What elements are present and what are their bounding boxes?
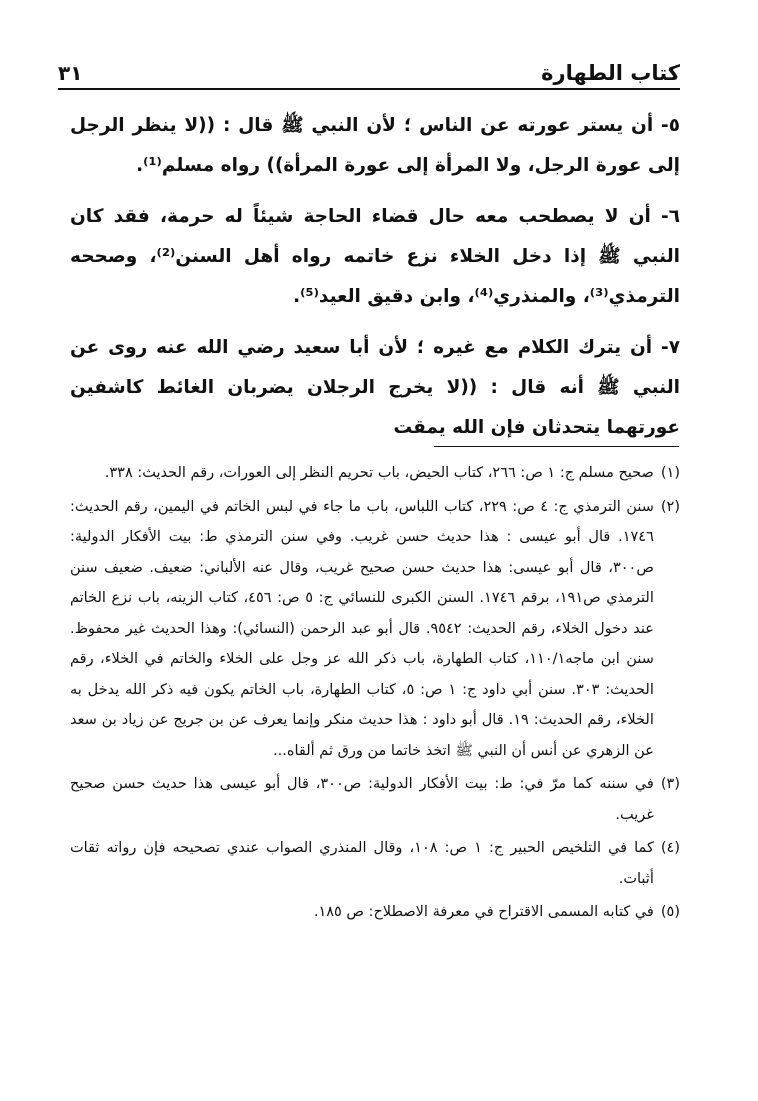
footnote-5 <box>70 897 680 928</box>
footnote-text: صحيح مسلم ج: ١ ص: ٢٦٦، كتاب الحيض، باب تحريم النظر إلى العورات، رقم الحديث: ٣٣٨. <box>104 465 654 481</box>
footnote-number: (١) <box>660 465 680 481</box>
footnote-number: (٢) <box>660 498 680 515</box>
footnote-separator <box>434 446 679 447</box>
footnote-number: (٤) <box>660 840 680 856</box>
footnote-4 <box>70 833 680 894</box>
footnote-1 <box>70 458 680 489</box>
footnote-text: في كتابه المسمى الاقتراح في معرفة الاصطلاح: ص ١٨٥. <box>313 904 654 920</box>
footnote-number: (٣) <box>660 776 680 792</box>
footnote-text: كما في التلخيص الحبير ج: ١ ص: ١٠٨، وقال المنذري الصواب عندي تصحيحه فإن رواته ثقات أثبات. <box>70 840 654 887</box>
footnotes <box>70 458 680 931</box>
page-number: ٣١ <box>58 61 83 85</box>
main-text <box>70 106 680 459</box>
footnote-text: في سننه كما مرّ في: ط: بيت الأفكار الدولية: ص٣٠٠، قال أبو عيسى هذا حديث حسن صحيح غريب. <box>70 776 654 823</box>
running-header <box>58 58 680 90</box>
paragraph-item-7: ٧- أن يترك الكلام مع غيره ؛ لأن أبا سعيد رضي الله عنه روى عن النبي ﷺ أنه قال : ((لا يخرج الرجلان يضربان الغائط كاشفين عورتهما يتحدثان فإن الله يمقت <box>70 337 680 438</box>
footnote-3 <box>70 769 680 830</box>
footnote-number: (٥) <box>660 904 680 920</box>
footnote-2 <box>70 492 680 767</box>
paragraph-item-5: ٥- أن يستر عورته عن الناس ؛ لأن النبي ﷺ قال : ((لا ينظر الرجل إلى عورة الرجل، ولا المرأة إلى عورة المرأة)) رواه مسلم⁽¹⁾. <box>70 115 680 176</box>
footnote-text: سنن الترمذي ج: ٤ ص: ٢٢٩، كتاب اللباس، باب ما جاء في لبس الخاتم في اليمين، رقم الحديث: ١٧٤٦. قال أبو عيسى : هذا حديث حسن غريب. وفي سنن الترمذي ط: بيت الأفكار الدولية: ص٣٠٠، قال أبو عيسى: هذا حديث حسن صحيح غريب، وقال عنه الألباني: ضعيف. ضعيف سنن الترمذي ص١٩١، برقم ١٧٤٦. السنن الكبرى للنسائي ج: ٥ ص: ٤٥٦، كتاب الزينه، باب نزع الخاتم عند دخول الخلاء، رقم الحديث: ٩٥٤٢. قال أبو عبد الرحمن (النسائي): وهذا الحديث غير محفوظ. سنن ابن ماجه١١٠/١، كتاب الطهارة، باب ذكر الله عز وجل على الخلاء والخاتم في الخلاء، رقم الحديث: ٣٠٣. سنن أبي داود ج: ١ ص: ٥، كتاب الطهارة، باب الخاتم يكون فيه ذكر الله يدخل به الخلاء، رقم الحديث: ١٩. قال أبو داود : هذا حديث منكر وإنما يعرف عن بن جريج عن زياد بن سعد عن الزهري عن أنس أن النبي ﷺ اتخذ خاتما من ورق ثم ألقاه... <box>70 498 654 759</box>
paragraph-item-6: ٦- أن لا يصطحب معه حال قضاء الحاجة شيئاً له حرمة، فقد كان النبي ﷺ إذا دخل الخلاء نزع خاتمه رواه أهل السنن⁽²⁾، وصححه الترمذي⁽³⁾، والمنذري⁽⁴⁾، وابن دقيق العيد⁽⁵⁾. <box>70 206 680 307</box>
chapter-title: كتاب الطهارة <box>541 61 680 85</box>
